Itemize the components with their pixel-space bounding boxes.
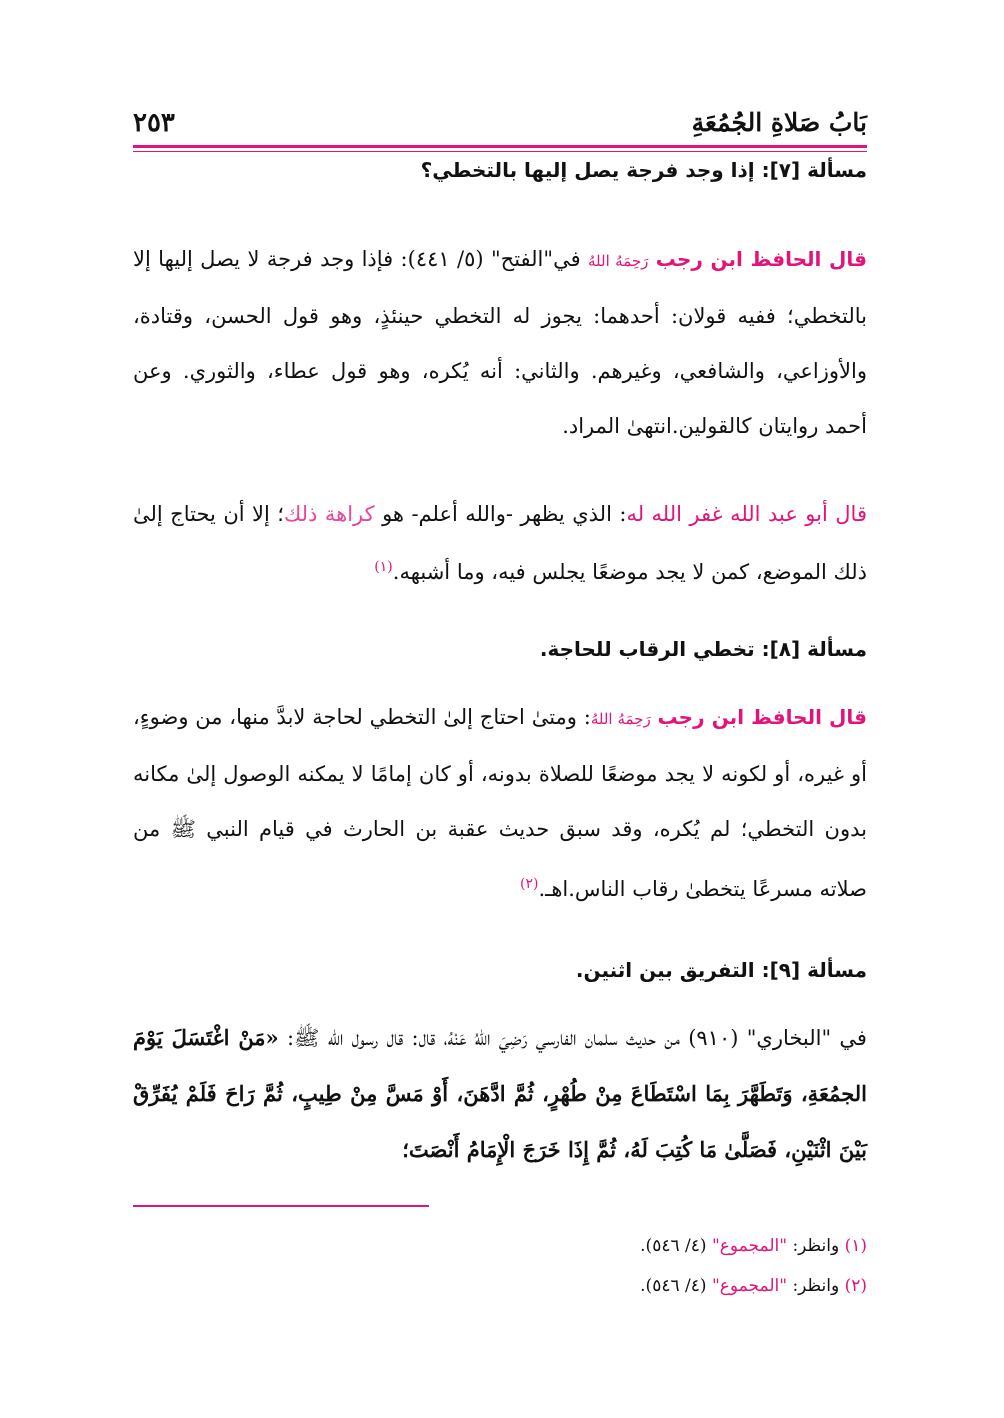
issue-label: مسألة [٨]: xyxy=(761,637,867,661)
book-page xyxy=(133,0,867,1418)
footnote-book: "المجموع" xyxy=(711,1276,788,1296)
reference: (٥/ ٤٤١) xyxy=(407,247,484,271)
issue-title: إذا وجد فرجة يصل إليها بالتخطي؟ xyxy=(420,158,755,182)
page-number: ٢٥٣ xyxy=(133,108,175,138)
issue-title: تخطي الرقاب للحاجة. xyxy=(539,637,755,661)
paragraph-bukhari-hadith xyxy=(133,1010,867,1178)
hadith-text: «مَنْ اغْتَسَلَ يَوْمَ الجمُعَةِ، وَتَطَهَّرَ بِمَا اسْتَطَاعَ مِنْ طُهْرٍ، ثُمَّ ادَّهَنَ، أَوْ مَسَّ مِنْ طِيبٍ، ثُمَّ رَاحَ فَلَمْ يُفَرِّقْ بَيْنَ اثْنَيْنِ، فَصَلَّىٰ مَا كُتِبَ لَهُ، ثُمَّ إِذَا خَرَجَ الْإِمَامُ أَنْصَتَ؛ xyxy=(133,1025,867,1162)
footnotes xyxy=(133,1226,867,1306)
footnote-text: وانظر: xyxy=(792,1276,840,1296)
paragraph-author-opinion xyxy=(133,488,867,599)
header-divider-thin xyxy=(133,151,867,152)
speaker: قال أبو عبد الله غفر الله له xyxy=(626,502,867,526)
speaker: قال الحافظ ابن رجب xyxy=(655,247,867,271)
issue-label: مسألة [٩]: xyxy=(761,958,867,982)
footnote-2 xyxy=(133,1266,867,1306)
footnote-book: "المجموع" xyxy=(711,1236,788,1256)
paragraph-text: : فإذا وجد فرجة لا يصل إليها إلا بالتخطي؛ ففيه قولان: أحدهما: يجوز له التخطي حينئذٍ، وهو قول الحسن، وقتادة، والأوزاعي، والشافعي، وغيرهم. والثاني: أنه يُكره، وهو قول عطاء، والثوري. وعن أحمد روايتان كالقولين.انتهىٰ المراد. xyxy=(133,247,867,438)
paragraph-text-a: : الذي يظهر -والله أعلم- هو xyxy=(382,502,627,526)
footnote-ref: (٤/ ٥٤٦). xyxy=(640,1276,707,1296)
paragraph-text-b: ؛ إلا أن يحتاج إلىٰ ذلك الموضع، كمن لا يجد موضعًا يجلس فيه، وما أشبهه. xyxy=(133,502,867,584)
speaker: قال الحافظ ابن رجب xyxy=(657,705,867,729)
paragraph-text: من حديث سلمان الفارسي رَضِيَ اللهُ عَنْهُ، قال: قال رسول الله ﷺ: xyxy=(286,1026,680,1050)
header-divider xyxy=(133,145,867,153)
book-title: "الفتح" xyxy=(490,247,554,271)
paragraph-text: : ومتىٰ احتاج إلىٰ التخطي لحاجة لابدَّ منها، من وضوءٍ، أو غيره، أو لكونه لا يجد موضعًا للصلاة بدونه، أو كان إمامًا لا يمكنه الوصول إلىٰ مكانه بدون التخطي؛ لم يُكره، وقد سبق حديث عقبة بن الحارث في قيام النبي ﷺ من صلاته مسرعًا يتخطىٰ رقاب الناس.اهـ. xyxy=(133,705,867,901)
header-divider-thick xyxy=(133,145,867,148)
footnote-1 xyxy=(133,1226,867,1266)
footnote-ref-1[interactable]: (١) xyxy=(374,559,393,575)
prefix: في xyxy=(553,247,581,271)
paragraph-ibn-rajab-1 xyxy=(133,232,867,454)
issue-heading-8 xyxy=(133,634,867,664)
issue-heading-9 xyxy=(133,955,867,985)
paragraph-ibn-rajab-2 xyxy=(133,690,867,917)
running-header xyxy=(133,104,867,144)
footnote-text: وانظر: xyxy=(792,1236,840,1256)
honorific: رَحِمَهُ اللهُ xyxy=(587,252,649,270)
prefix: في xyxy=(839,1026,867,1050)
honorific: رَحِمَهُ اللهُ xyxy=(590,710,651,728)
reference: (٩١٠) xyxy=(688,1026,739,1050)
issue-title: التفريق بين اثنين. xyxy=(575,958,755,982)
emphasis: كراهة ذلك xyxy=(283,502,375,526)
issue-label: مسألة [٧]: xyxy=(761,158,867,182)
footnote-ref-2[interactable]: (٢) xyxy=(520,876,539,892)
footnote-ref: (٤/ ٥٤٦). xyxy=(640,1236,707,1256)
footnote-divider xyxy=(133,1205,429,1207)
issue-heading-7 xyxy=(133,155,867,185)
book-title: "البخاري" xyxy=(746,1026,832,1050)
footnote-number: (١) xyxy=(844,1236,867,1256)
chapter-title: بَابُ صَلاةِ الجُمُعَةِ xyxy=(691,108,867,137)
footnote-number: (٢) xyxy=(844,1276,867,1296)
